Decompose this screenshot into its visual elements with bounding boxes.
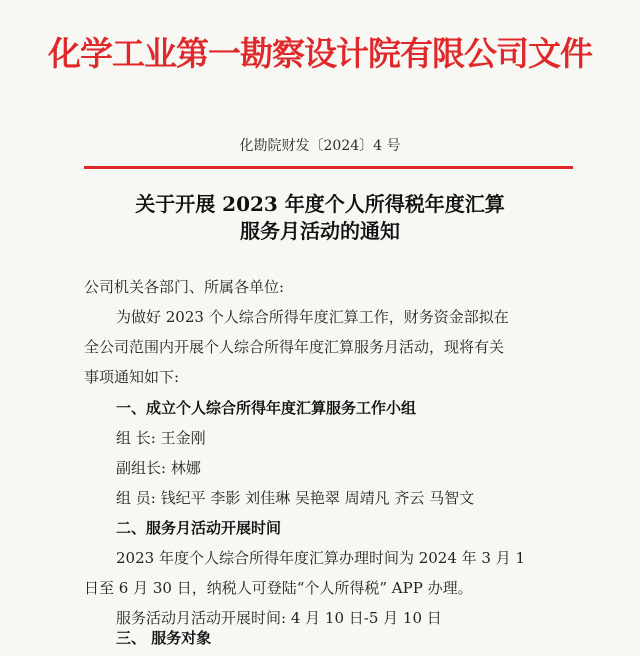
section-3-heading: 三、 服务对象 (116, 629, 212, 647)
intro-line-2: 全公司范围内开展个人综合所得年度汇算服务月活动，现将有关 (84, 338, 505, 356)
document-number: 化勘院财发〔2024〕4 号 (239, 138, 401, 154)
section-2-heading: 二、服务月活动开展时间 (116, 519, 282, 537)
section-2-line-1: 2023 年度个人综合所得年度汇算办理时间为 2024 年 3 月 1 (116, 549, 526, 567)
document-header-title: 化学工业第一勘察设计院有限公司文件 (48, 34, 592, 73)
salutation: 公司机关各部门、所属各单位: (84, 278, 285, 296)
notice-title-line-1: 关于开展 2023 年度个人所得税年度汇算 (135, 192, 505, 216)
section-2-line-3: 服务活动月活动开展时间: 4 月 10 日-5 月 10 日 (116, 609, 442, 627)
team-leader: 组 长: 王金刚 (116, 429, 206, 447)
team-members: 组 员: 钱纪平 李影 刘佳琳 吴艳翠 周靖凡 齐云 马智文 (116, 489, 475, 507)
intro-line-3: 事项通知如下: (84, 368, 180, 386)
section-2-line-2: 日至 6 月 30 日，纳税人可登陆“个人所得税” APP 办理。 (84, 579, 473, 597)
notice-title-line-2: 服务月活动的通知 (240, 219, 400, 243)
intro-line-1: 为做好 2023 个人综合所得年度汇算工作，财务资金部拟在 (116, 308, 509, 326)
deputy-leader: 副组长: 林娜 (116, 459, 201, 477)
header-divider (84, 166, 573, 169)
section-1-heading: 一、成立个人综合所得年度汇算服务工作小组 (116, 399, 417, 417)
